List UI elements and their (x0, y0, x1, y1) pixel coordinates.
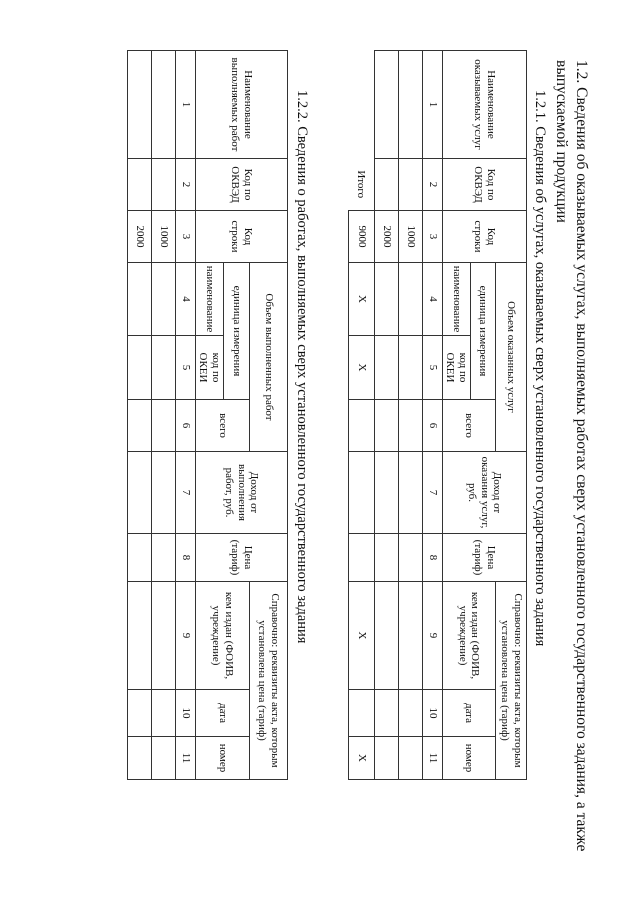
unit-name-cell[interactable] (151, 263, 175, 336)
income-cell[interactable] (127, 452, 151, 534)
header-okei-code: код по ОКЕИ (442, 336, 470, 400)
issuer-cell[interactable] (151, 582, 175, 690)
issuer-cell[interactable] (398, 582, 422, 690)
header-income: Доход от выполнения работ, руб. (195, 452, 287, 534)
header-income: Доход от оказания услуг, руб. (442, 452, 526, 534)
header-date: дата (195, 690, 249, 737)
total-cell[interactable] (374, 400, 398, 452)
service-name-cell[interactable] (374, 51, 398, 159)
price-cell[interactable] (151, 534, 175, 582)
header-price: Цена (тариф) (442, 534, 526, 582)
column-number: 5 (175, 336, 195, 400)
services-subsection-title: 1.2.1. Сведения об услугах, оказываемых сверх установленного государственного задания (532, 90, 548, 647)
okved-cell[interactable] (127, 159, 151, 211)
date-cell[interactable] (398, 690, 422, 737)
number-cell[interactable] (151, 737, 175, 780)
header-total: всего (442, 400, 495, 452)
okved-cell[interactable] (398, 159, 422, 211)
price-cell[interactable] (374, 534, 398, 582)
row-code-cell: 2000 (127, 211, 151, 263)
header-unit: единица измерения (471, 263, 496, 400)
column-number: 1 (422, 51, 442, 159)
row-code-cell: 1000 (398, 211, 422, 263)
income-cell[interactable] (374, 452, 398, 534)
total-date-cell[interactable] (348, 690, 374, 737)
header-unit-name: наименование (195, 263, 223, 336)
header-row-code: Код строки (442, 211, 526, 263)
column-number: 4 (175, 263, 195, 336)
date-cell[interactable] (151, 690, 175, 737)
section-heading: 1.2. Сведения об оказываемых услугах, выполняемых работах сверх установленного государственного задания, а также (573, 60, 590, 852)
column-number: 11 (422, 737, 442, 780)
column-number: 10 (175, 690, 195, 737)
column-number: 5 (422, 336, 442, 400)
unit-name-cell[interactable] (374, 263, 398, 336)
number-cell[interactable] (398, 737, 422, 780)
header-price: Цена (тариф) (195, 534, 287, 582)
okei-cell[interactable] (151, 336, 175, 400)
column-number: 2 (175, 159, 195, 211)
column-number: 3 (422, 211, 442, 263)
unit-name-cell[interactable] (398, 263, 422, 336)
column-number: 6 (175, 400, 195, 452)
table-row (398, 51, 422, 780)
header-okved-code: Код по ОКВЭД (442, 159, 526, 211)
total-price-cell[interactable] (348, 534, 374, 582)
date-cell[interactable] (374, 690, 398, 737)
column-number-row (175, 51, 195, 780)
header-issuer: кем издан (ФОИВ, учреждение) (442, 582, 495, 690)
total-unit-name-x: X (348, 263, 374, 336)
column-number: 3 (175, 211, 195, 263)
column-number: 10 (422, 690, 442, 737)
header-issuer: кем издан (ФОИВ, учреждение) (195, 582, 249, 690)
column-number: 1 (175, 51, 195, 159)
row-code-cell: 1000 (151, 211, 175, 263)
okei-cell[interactable] (374, 336, 398, 400)
okei-cell[interactable] (127, 336, 151, 400)
section-heading-continuation: выпускаемой продукции (553, 60, 570, 223)
header-okved-code: Код по ОКВЭД (195, 159, 287, 211)
column-number: 8 (175, 534, 195, 582)
number-cell[interactable] (374, 737, 398, 780)
work-name-cell[interactable] (151, 51, 175, 159)
unit-name-cell[interactable] (127, 263, 151, 336)
header-reference-act: Справочно: реквизиты акта, которым установлена цена (тариф) (250, 582, 288, 780)
column-number: 7 (175, 452, 195, 534)
issuer-cell[interactable] (374, 582, 398, 690)
column-number: 6 (422, 400, 442, 452)
income-cell[interactable] (151, 452, 175, 534)
service-name-cell[interactable] (398, 51, 422, 159)
works-subsection-title: 1.2.2. Сведения о работах, выполняемых сверх установленного государственного задания (294, 90, 310, 644)
total-okei-x: X (348, 336, 374, 400)
column-number: 4 (422, 263, 442, 336)
header-volume: Объем оказанных услуг (496, 263, 527, 452)
column-number: 9 (422, 582, 442, 690)
total-cell[interactable] (127, 400, 151, 452)
table-row (374, 51, 398, 780)
okei-cell[interactable] (398, 336, 422, 400)
header-unit: единица измерения (224, 263, 250, 400)
total-row-code: 9000 (348, 211, 374, 263)
table-row (151, 51, 175, 780)
total-number-x: X (348, 737, 374, 780)
price-cell[interactable] (398, 534, 422, 582)
work-name-cell[interactable] (127, 51, 151, 159)
okved-cell[interactable] (374, 159, 398, 211)
okved-cell[interactable] (151, 159, 175, 211)
table-row (127, 51, 151, 780)
header-number: номер (195, 737, 249, 780)
header-reference-act: Справочно: реквизиты акта, которым установлена цена (тариф) (496, 582, 527, 780)
column-number: 11 (175, 737, 195, 780)
header-service-name: Наименование оказываемых услуг (442, 51, 526, 159)
header-row-code: Код строки (195, 211, 287, 263)
header-date: дата (442, 690, 495, 737)
column-number: 8 (422, 534, 442, 582)
total-label: Итого (348, 159, 374, 211)
header-okei-code: код по ОКЕИ (195, 336, 223, 400)
services-table (348, 50, 527, 780)
total-sum-cell[interactable] (348, 400, 374, 452)
header-total: всего (195, 400, 249, 452)
date-cell[interactable] (127, 690, 151, 737)
total-cell[interactable] (151, 400, 175, 452)
works-table (127, 50, 288, 780)
header-volume: Объем выполненных работ (250, 263, 288, 452)
header-number: номер (442, 737, 495, 780)
total-row (348, 51, 374, 780)
header-unit-name: наименование (442, 263, 470, 336)
column-number: 9 (175, 582, 195, 690)
row-code-cell: 2000 (374, 211, 398, 263)
total-income-cell[interactable] (348, 452, 374, 534)
header-work-name: Наименование выполняемых работ (195, 51, 287, 159)
total-issuer-x: X (348, 582, 374, 690)
issuer-cell[interactable] (127, 582, 151, 690)
column-number: 7 (422, 452, 442, 534)
column-number: 2 (422, 159, 442, 211)
income-cell[interactable] (398, 452, 422, 534)
number-cell[interactable] (127, 737, 151, 780)
column-number-row (422, 51, 442, 780)
price-cell[interactable] (127, 534, 151, 582)
total-cell[interactable] (398, 400, 422, 452)
